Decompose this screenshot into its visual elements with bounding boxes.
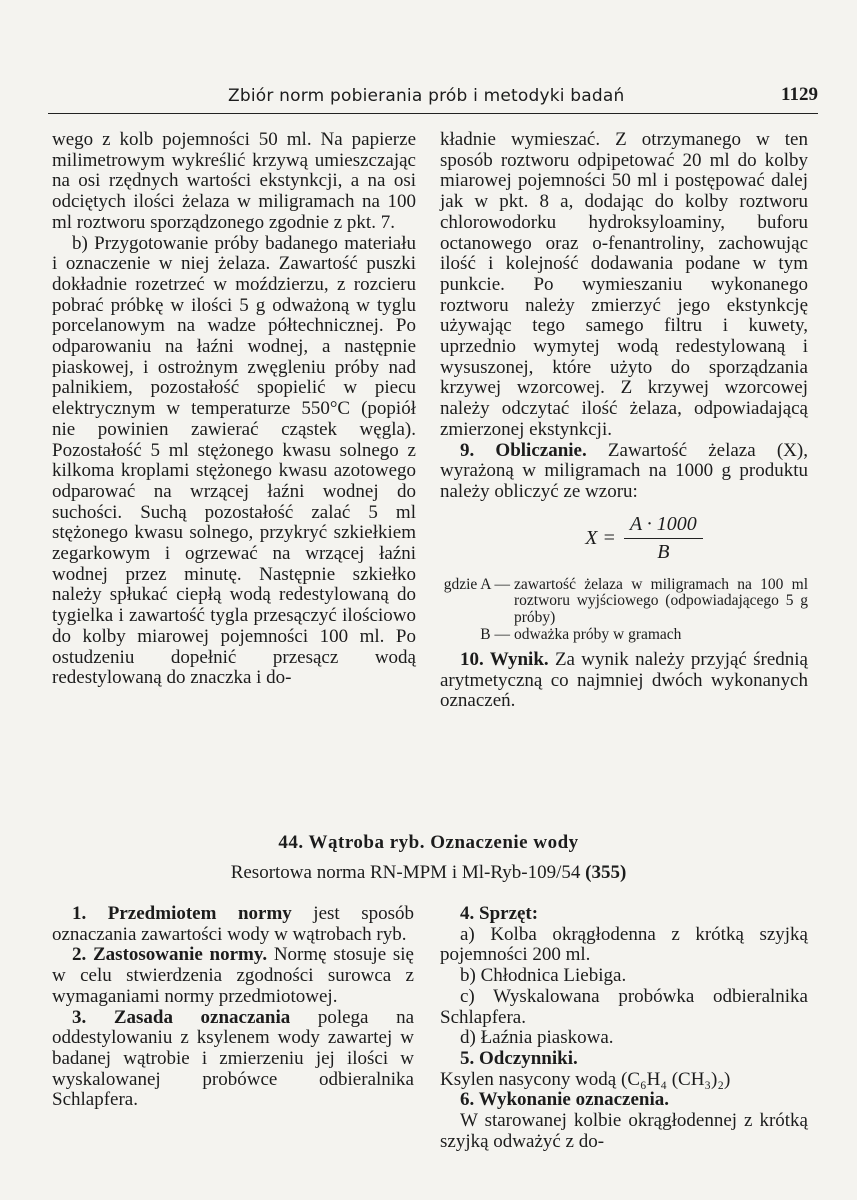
right-column-bottom <box>440 904 808 1152</box>
section-heading: 6. Wykonanie oznaczenia. <box>460 1089 670 1111</box>
formula-lhs: X = <box>585 527 616 550</box>
header-rule <box>48 113 818 114</box>
paragraph: W starowanej kolbie okrągłodennej z krótką szyjką odważyć z do- <box>440 1110 808 1152</box>
norm-code: (355) <box>585 862 627 883</box>
list-item: c) Wyskalowana probówka odbieralnika Schlapfera. <box>440 985 808 1028</box>
paragraph <box>440 1090 808 1111</box>
formula-denominator: B <box>657 541 670 564</box>
paragraph: wego z kolb pojemności 50 ml. Na papierze milimetrowym wykreślić krzywą umieszczając na osi rzędnych wartości ekstynkcji, a na osi odciętych ilości żelaza w miligramach na 100 ml roztworu sporządzonego zgodnie z pkt. 7. <box>52 129 416 233</box>
running-header <box>48 84 818 108</box>
section-heading: 5. Odczynniki. <box>460 1047 578 1069</box>
list-item: b) Chłodnica Liebiga. <box>460 965 627 987</box>
formula <box>480 507 808 571</box>
paragraph <box>440 1049 808 1070</box>
section-title: 44. Wątroba ryb. Oznaczenie wody <box>278 832 579 853</box>
section-subtitle: Resortowa norma RN-MPM i Ml-Ryb-109/54 (355) <box>230 862 627 883</box>
list-item: a) Kolba okrągłodenna z krótką szyjką pojemności 200 ml. <box>440 923 808 966</box>
paragraph: Ksylen nasycony wodą (C₆H₄ (CH₃)₂) <box>440 1068 731 1090</box>
section-heading: 9. Obliczanie. <box>460 439 587 461</box>
formula-numerator: A · 1000 <box>624 514 703 539</box>
paragraph: 3. Zasada oznaczania polega na oddestylowaniu z ksylenem wody zawartej w badanej wątrobie i zmierzeniu jej ilości w wyskalowanej probówce odbieralnika Schlapfera. <box>52 1006 414 1111</box>
paragraph: b) Przygotowanie próby badanego materiału i oznaczenie w niej żelaza. Zawartość puszki dokładnie rozetrzeć w moździerzu, z rozcieru pobrać próbkę w ilości 5 g odważoną w tyglu porcelanowym na wadze półtechnicznej. Po odparowaniu na łaźni wodnej, a następnie piaskowej, i ostrożnym zwęgleniu próby nad palnikiem, pozostałość spopielić w piecu elektrycznym w temperaturze 550°C (popiół nie powinien zawierać cząstek węgla). Pozostałość 5 ml stężonego kwasu solnego z kilkoma kroplami stężonego kwasu azotowego odparować na wrzącej łaźni wodnej do suchości. Suchą pozostałość zalać 5 ml stężonego kwasu solnego, przykryć szkiełkiem zegarkowym i ogrzewać na wrzącej łaźni wodnej przez minutę. Następnie szkiełko należy spłukać ciepłą wodą redestylowaną do tygielka i zawartość tygla przesączyć ilościowo do kolby miarowej pojemności 100 ml. Po ostudzeniu dopełnić przesącz wodą redestylowaną do znaczka i do- <box>52 232 416 689</box>
legend-row: gdzie A — zawartość żelaza w miligramach na 100 ml roztworu wyjściowego (odpowiadającego 5 g próby) <box>443 575 808 627</box>
paragraph-calculation: 9. Obliczanie. Zawartość żelaza (X), wyrażoną w miligramach na 1000 g produktu należy obliczyć ze wzoru: <box>440 439 808 502</box>
section-heading: 2. Zastosowanie normy. <box>72 944 268 966</box>
legend-row: B — odważka próby w gramach <box>480 626 682 644</box>
list-item: d) Łaźnia piaskowa. <box>460 1027 614 1049</box>
left-column-bottom <box>52 904 414 1111</box>
formula-legend <box>440 577 808 644</box>
paragraph-result: 10. Wynik. Za wynik należy przyjąć średnią arytmetyczną co najmniej dwóch wykonanych oznaczeń. <box>440 648 808 712</box>
section-heading: 10. Wynik. <box>460 648 549 670</box>
formula-fraction <box>624 514 703 562</box>
left-column-top <box>52 130 416 689</box>
section-heading: 1. Przedmiotem normy <box>72 903 292 924</box>
section-heading: 3. Zasada oznaczania <box>72 1006 291 1028</box>
paragraph: 2. Zastosowanie normy. Normę stosuje się w celu stwierdzenia zgodności surowca z wymaganiami normy przedmiotowej. <box>52 944 414 1007</box>
paragraph: 1. Przedmiotem normy jest sposób oznaczania zawartości wody w wątrobach ryb. <box>52 903 414 945</box>
page-number: 1129 <box>781 84 818 105</box>
paragraph <box>440 904 808 925</box>
paragraph: kładnie wymieszać. Z otrzymanego w ten sposób roztworu odpipetować 20 ml do kolby miarowej pojemności 50 ml i postępować dalej jak w pkt. 8 a, dodając do kolby roztworu chlorowodorku hydroksyloaminy, buforu octanowego oraz o-fenantroliny, zachowując ilość i kolejność dodawania podane w tym punkcie. Po wymieszaniu wykonanego roztworu należy zmierzyć jego ekstynkcję używając tego samego filtru i kuwety, uprzednio wymytej wodą redestylowaną i wysuszonej, które użyto do sporządzania krzywej wzorcowej. Z krzywej wzorcowej należy odczytać ilość żelaza, odpowiadającą zmierzonej ekstynkcji. <box>440 129 808 440</box>
header-title: Zbiór norm pobierania prób i metodyki badań <box>228 86 625 106</box>
right-column-top <box>440 130 808 712</box>
section-heading: 4. Sprzęt: <box>460 903 539 924</box>
